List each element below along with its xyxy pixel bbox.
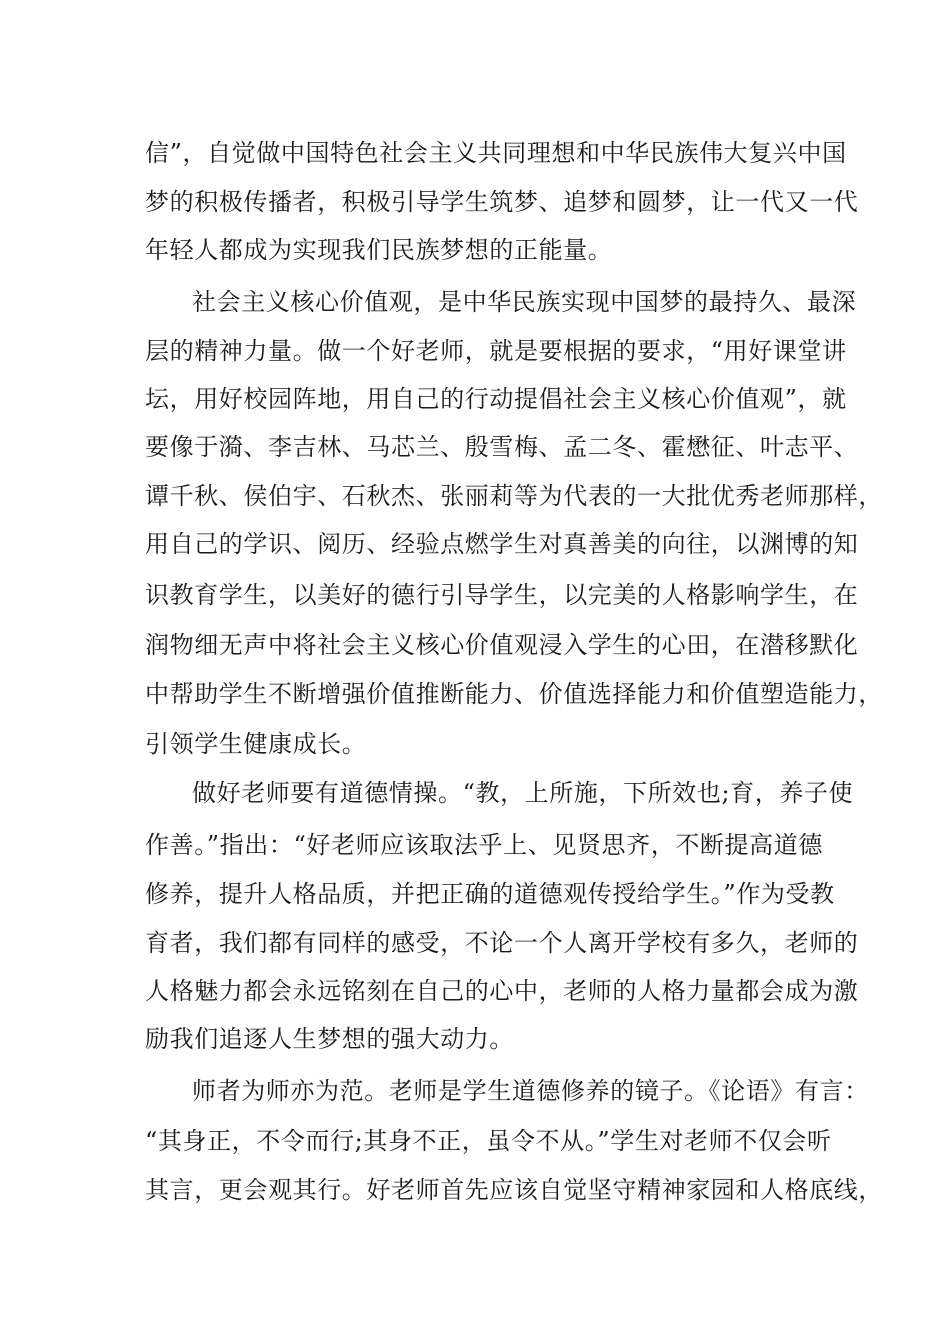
text-line: 润物细无声中将社会主义核心价值观浸入学生的心田，在潜移默化 [145, 631, 859, 659]
text-line: 信”，自觉做中国特色社会主义共同理想和中华民族伟大复兴中国 [145, 139, 847, 167]
text-line: 梦的积极传播者，积极引导学生筑梦、追梦和圆梦，让一代又一代 [145, 188, 859, 216]
text-line: 作善。”指出：“好老师应该取法乎上、见贤思齐，不断提高道德 [145, 831, 823, 859]
text-line: 用自己的学识、阅历、经验点燃学生对真善美的向往，以渊博的知 [145, 530, 859, 558]
text-line: 其言，更会观其行。好老师首先应该自觉坚守精神家园和人格底线， [145, 1176, 883, 1204]
paragraph-start-line: 社会主义核心价值观，是中华民族实现中国梦的最持久、最深 [192, 288, 857, 316]
text-line: “其身正，不令而行;其身不正，虽令不从。”学生对老师不仅会听 [145, 1127, 832, 1155]
text-line: 励我们追逐人生梦想的强大动力。 [145, 1025, 514, 1053]
text-line: 中帮助学生不断增强价值推断能力、价值选择能力和价值塑造能力， [145, 680, 883, 708]
text-line: 育者，我们都有同样的感受，不论一个人离开学校有多久，老师的 [145, 929, 859, 957]
paragraph-start-line: 师者为师亦为范。老师是学生道德修养的镜子。《论语》有言： [192, 1077, 869, 1105]
text-line: 修养，提升人格品质，并把正确的道德观传授给学生。”作为受教 [145, 880, 835, 908]
text-line: 识教育学生，以美好的德行引导学生，以完美的人格影响学生，在 [145, 581, 859, 609]
text-line: 引领学生健康成长。 [145, 730, 367, 758]
text-line: 年轻人都成为实现我们民族梦想的正能量。 [145, 236, 613, 264]
paragraph-start-line: 做好老师要有道德情操。“教，上所施，下所效也;育，养子使 [192, 779, 854, 807]
text-line: 要像于漪、李吉林、马芯兰、殷雪梅、孟二冬、霍懋征、叶志平、 [145, 433, 859, 461]
text-line: 谭千秋、侯伯宇、石秋杰、张丽莉等为代表的一大批优秀老师那样， [145, 482, 883, 510]
text-line: 层的精神力量。做一个好老师，就是要根据的要求，“用好课堂讲 [145, 337, 847, 365]
text-line: 坛，用好校园阵地，用自己的行动提倡社会主义核心价值观”，就 [145, 385, 847, 413]
text-line: 人格魅力都会永远铭刻在自己的心中，老师的人格力量都会成为激 [145, 977, 859, 1005]
